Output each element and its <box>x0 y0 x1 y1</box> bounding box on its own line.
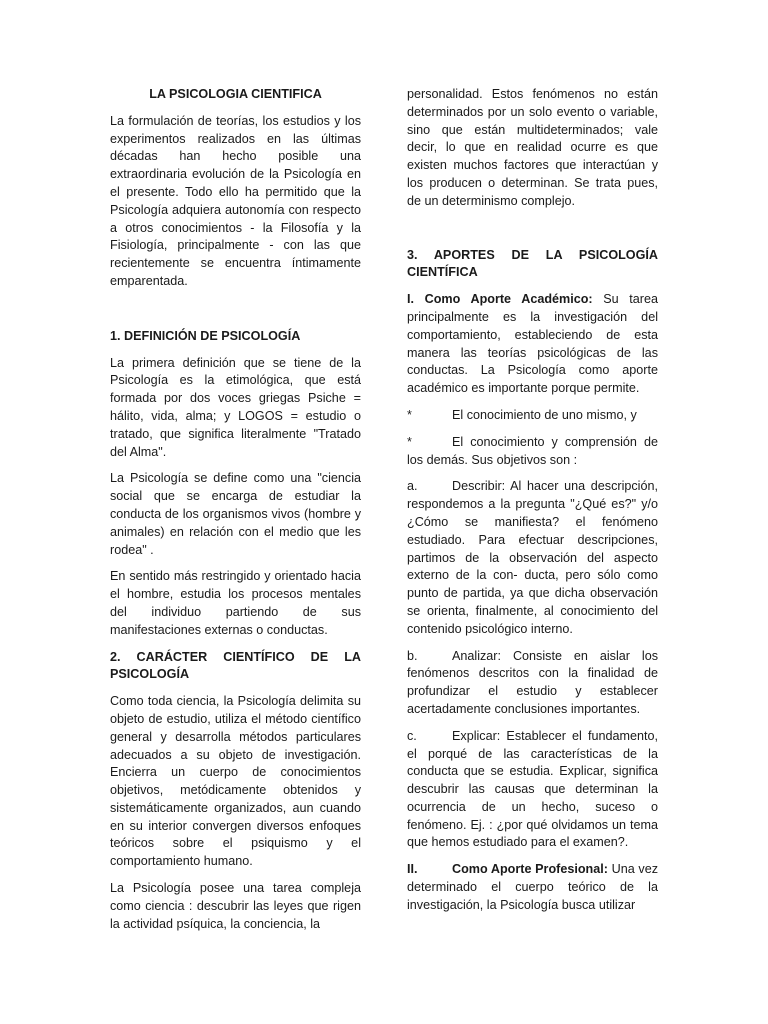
spacer <box>407 220 658 247</box>
objective-b <box>407 648 658 719</box>
list-letter: c. <box>407 728 417 743</box>
bullet-item-2 <box>407 434 658 470</box>
academic-contribution-paragraph <box>407 291 658 398</box>
section-1-paragraph-1: La primera definición que se tiene de la Psicología es la etimológica, que está formada por dos voces griegas Psiche = hálito, vida, alma; y LOGOS = estudio o tratado, que significa literalmente "Tratado del Alma". <box>110 355 361 459</box>
bullet-item-1 <box>407 407 658 425</box>
professional-contribution-label: Como Aporte Profesional: <box>452 862 608 877</box>
section-1-paragraph-3: En sentido más restringido y orientado hacia el hombre, estudia los procesos mentales del individuo partiendo de sus manifestaciones externas o conductas. <box>110 569 361 637</box>
left-column <box>110 86 361 942</box>
bullet-mark: * <box>407 434 412 449</box>
objective-text: Analizar: Consiste en aislar los fenómenos descritos con la finalidad de profundizar el estudio y establecer acertadamente conclusiones importantes. <box>407 648 658 716</box>
objective-text: Explicar: Establecer el fundamento, el porqué de las características de la conducta que se estudia. Explicar, significa descubrir las causas que determinan la ocurrencia de un hecho, suceso o fenómeno. Ej. : ¿por qué olvidamos un tema que hemos estudiado para el examen?. <box>407 728 658 850</box>
professional-contribution-paragraph <box>407 861 658 914</box>
academic-contribution-text: Su tarea principalmente es la investigación del comportamiento, estableciendo de esta manera las teorías psicológicas de las conductas. La Psicología como aporte académico es importante porque permite. <box>407 292 658 396</box>
objective-c <box>407 728 658 853</box>
professional-contribution-text: Una vez determinado el cuerpo teórico de la investigación, la Psicología busca utilizar <box>407 862 658 912</box>
bullet-text: El conocimiento de uno mismo, y <box>452 407 637 422</box>
right-column <box>407 86 658 924</box>
section-3-heading: 3. APORTES DE LA PSICOLOGÍA CIENTÍFICA <box>407 247 658 280</box>
list-letter: b. <box>407 648 418 663</box>
roman-numeral: II. <box>407 862 418 877</box>
section-1-heading: 1. DEFINICIÓN DE PSICOLOGÍA <box>110 328 301 343</box>
document-title: LA PSICOLOGIA CIENTIFICA <box>149 87 322 101</box>
list-letter: a. <box>407 479 418 494</box>
section-2-paragraph-2: La Psicología posee una tarea compleja como ciencia : descubrir las leyes que rigen la actividad psíquica, la conciencia, la <box>110 881 361 931</box>
objective-a <box>407 478 658 638</box>
bullet-mark: * <box>407 407 412 422</box>
section-2-paragraph-1: Como toda ciencia, la Psicología delimita su objeto de estudio, utiliza el método científico general y desarrolla métodos particulares adecuados a su objeto de investigación. Encierra un cuerpo de conocimientos objetivos, metódicamente obtenidos y sistemáticamente organizados, aun cuando en su interior convergen diversos enfoques teóricos sobre el psiquismo y el comportamiento humano. <box>110 694 361 869</box>
continuation-paragraph: personalidad. Estos fenómenos no están determinados por un solo evento o variable, sino que están multideterminados; vale decir, lo que en realidad ocurre es que existen muchos factores que interactúan y los producen o determinan. Se trata pues, de un determinismo complejo. <box>407 87 658 208</box>
section-2-heading: 2. CARÁCTER CIENTÍFICO DE LA PSICOLOGÍA <box>110 649 361 682</box>
objective-text: Describir: Al hacer una descripción, respondemos a la pregunta "¿Qué es?" y/o ¿Cómo se manifiesta? el fenómeno estudiado. Para efectuar descripciones, partimos de la observación del aspecto externo de la con- ducta, pero sólo como punto de partida, ya que dicha observación se orienta, finalmente, al conocimiento del contenido psicológico interno. <box>407 479 658 636</box>
intro-paragraph: La formulación de teorías, los estudios y los experimentos realizados en las últimas décadas han hecho posible una extraordinaria evolución de la Psicología en el presente. Todo ello ha permitido que la Psicología adquiera autonomía con respecto a otros conocimientos - la Filosofía y la Fisiología, principalmente - con las que recientemente se encuentra íntimamente emparentada. <box>110 113 361 288</box>
academic-contribution-label: I. Como Aporte Académico: <box>407 292 593 307</box>
section-1-paragraph-2: La Psicología se define como una "ciencia social que se encarga de estudiar la conducta de los organismos vivos (hombre y animales) en relación con el medio que les rodea" . <box>110 471 361 557</box>
bullet-text: El conocimiento y comprensión de los demás. Sus objetivos son : <box>407 434 658 467</box>
spacer <box>110 300 361 328</box>
